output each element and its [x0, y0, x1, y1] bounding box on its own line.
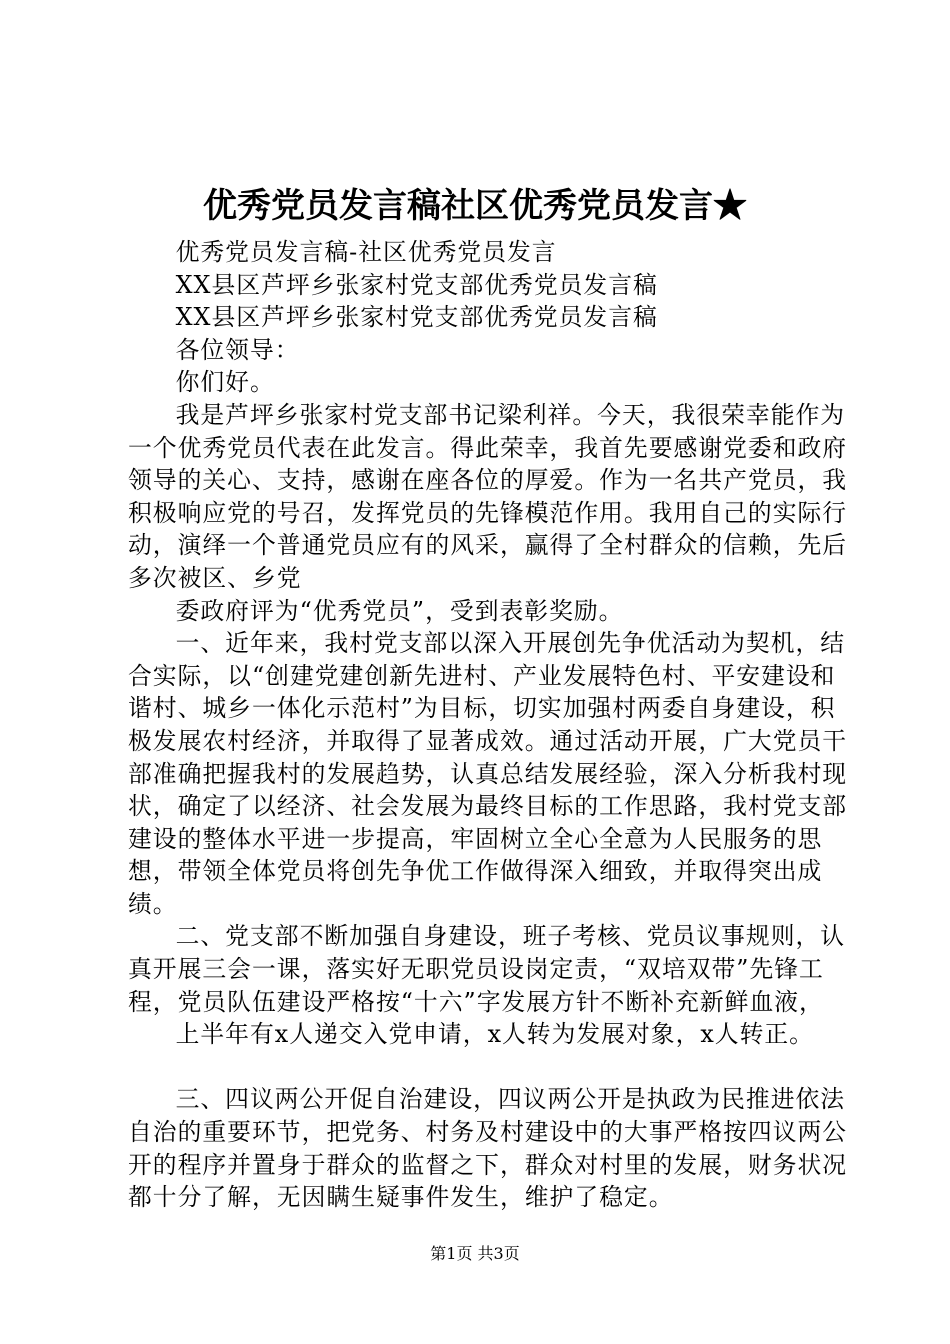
paragraph: 二、党支部不断加强自身建设，班子考核、党员议事规则，认真开展三会一课，落实好无职党员设岗定责，“双培双带”先锋工程，党员队伍建设严格按“十六”字发展方针不断补充新鲜血液，: [128, 922, 846, 1016]
page-footer: 第1页 共3页: [430, 1244, 520, 1263]
paragraph: XX县区芦坪乡张家村党支部优秀党员发言稿: [175, 270, 658, 299]
paragraph: 三、四议两公开促自治建设，四议两公开是执政为民推进依法自治的重要环节，把党务、村务及村建设中的大事严格按四议两公开的程序并置身于群众的监督之下，群众对村里的发展，财务状况都十分了解，无因瞒生疑事件发生，维护了稳定。: [128, 1085, 848, 1212]
paragraph: 优秀党员发言稿-社区优秀党员发言: [175, 238, 557, 266]
paragraph: 一、近年来，我村党支部以深入开展创先争优活动为契机，结合实际，以“创建党建创新先进村、产业发展特色村、平安建设和谐村、城乡一体化示范村”为目标，切实加强村两委自身建设，积极发展农村经济，并取得了显著成效。通过活动开展，广大党员干部准确把握我村的发展趋势，认真总结发展经验，深入分析我村现状，确定了以经济、社会发展为最终目标的工作思路，我村党支部建设的整体水平进一步提高，牢固树立全心全意为人民服务的思想，带领全体党员将创先争优工作做得深入细致，并取得突出成绩。: [128, 629, 848, 918]
paragraph: 你们好。: [175, 368, 275, 397]
blank-line: [128, 1051, 853, 1084]
paragraph: XX县区芦坪乡张家村党支部优秀党员发言稿: [175, 303, 658, 332]
document-body: [128, 236, 853, 1214]
paragraph: 上半年有x人递交入党申请，x人转为发展对象，x人转正。: [175, 1020, 814, 1049]
paragraph: 委政府评为“优秀党员”，受到表彰奖励。: [175, 596, 624, 625]
paragraph: 我是芦坪乡张家村党支部书记梁利祥。今天，我很荣幸能作为一个优秀党员代表在此发言。得此荣幸，我首先要感谢党委和政府领导的关心、支持，感谢在座各位的厚爱。作为一名共产党员，我积极响应党的号召，发挥党员的先锋模范作用。我用自己的实际行动，演绎一个普通党员应有的风采，赢得了全村群众的信赖，先后多次被区、乡党: [128, 400, 848, 592]
page-title: 优秀党员发言稿社区优秀党员发言★: [203, 186, 747, 226]
paragraph: 各位领导：: [175, 335, 300, 364]
